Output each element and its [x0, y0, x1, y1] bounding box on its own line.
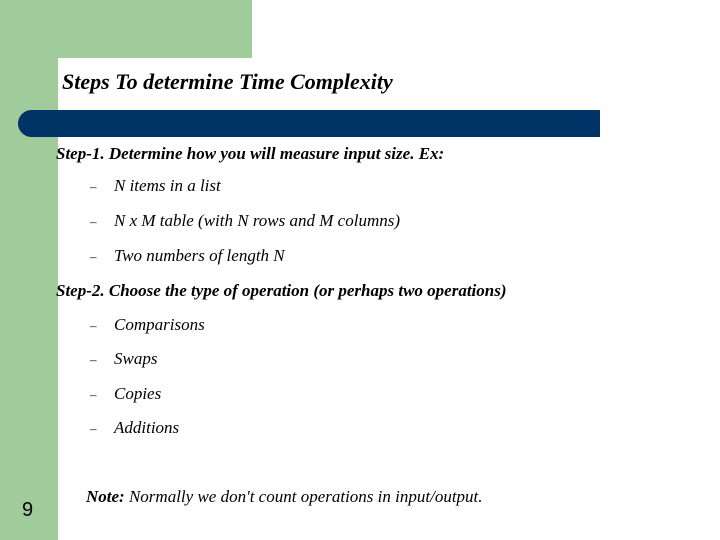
footnote-label: Note: — [86, 487, 125, 506]
list-item-text: N items in a list — [114, 176, 221, 195]
list-item-text: Swaps — [114, 349, 158, 368]
list-item-text: Two numbers of length N — [114, 246, 285, 265]
dash-bullet: – — [90, 214, 97, 229]
list-item — [90, 176, 221, 196]
step-2-heading: Step-2. Choose the type of operation (or perhaps two operations) — [56, 281, 507, 300]
list-item — [90, 211, 400, 231]
dash-bullet: – — [90, 318, 97, 333]
list-item-text: Additions — [114, 418, 180, 437]
list-item — [90, 315, 205, 335]
list-item — [90, 384, 161, 404]
list-item — [90, 349, 157, 369]
footnote-text: Normally we don't count operations in input/output. — [124, 487, 483, 506]
dash-bullet: – — [90, 352, 97, 367]
list-item — [90, 418, 179, 438]
footnote — [86, 487, 483, 507]
dash-bullet: – — [90, 179, 97, 194]
slide-title: Steps To determine Time Complexity — [62, 69, 393, 94]
decorative-green-sidebar — [0, 0, 58, 540]
page-number: 9 — [22, 499, 34, 521]
list-item-text: N x M table (with N rows and M columns) — [114, 211, 400, 230]
list-item — [90, 246, 285, 266]
step-1-heading: Step-1. Determine how you will measure input size. Ex: — [56, 144, 445, 163]
list-item-text: Comparisons — [114, 315, 205, 334]
dash-bullet: – — [90, 387, 97, 402]
dash-bullet: – — [90, 249, 97, 264]
title-underline-bar — [18, 110, 600, 137]
dash-bullet: – — [90, 421, 97, 436]
list-item-text: Copies — [114, 384, 162, 403]
